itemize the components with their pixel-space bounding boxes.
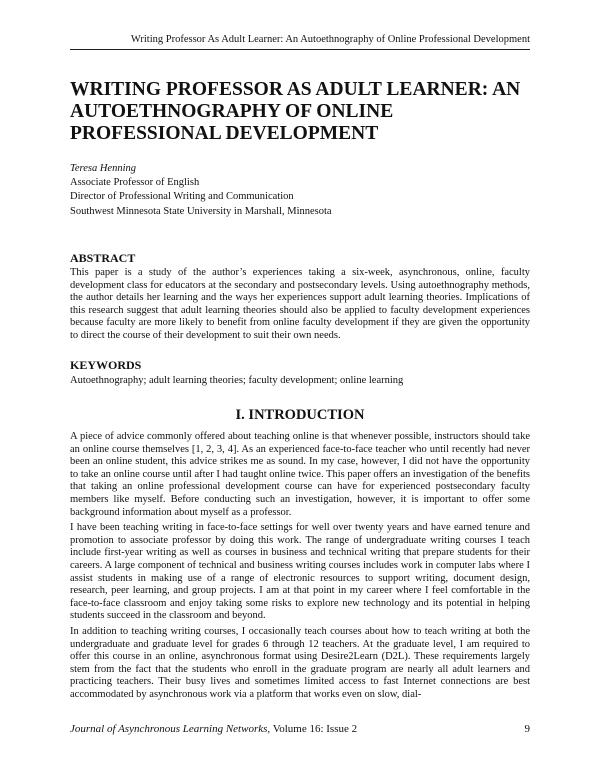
title-line-3: PROFESSIONAL DEVELOPMENT (70, 123, 379, 144)
footer-citation (70, 722, 357, 736)
introduction-paragraph-1: A piece of advice commonly offered about teaching online is that whenever possible, instructors should take an online course themselves [1, 2, 3, 4]. As an experienced face-to-face teacher who until recently had never been an online student, this advice strikes me as sound. In my case, however, I did not have the opportunity to take an online course until after I had taught online twice. This paper offers an investigation of the benefits that taking an online professional development course can have for experienced postsecondary faculty members like myself. Before conducting such an investigation, however, it is important to offer some background information about myself as a professor. (70, 431, 530, 518)
author-role: Director of Professional Writing and Communication (70, 191, 294, 203)
page-footer (70, 722, 530, 736)
page-number: 9 (524, 723, 530, 735)
footer-journal: Journal of Asynchronous Learning Networks, (70, 723, 271, 735)
title-line-1: WRITING PROFESSOR AS ADULT LEARNER: AN (70, 79, 521, 100)
introduction-paragraph-2: I have been teaching writing in face-to-face settings for well over twenty years and have earned tenure and promotion to associate professor by doing this work. The range of undergraduate writing courses I teach include first-year writing as well as courses in business and technical writing that prepare students for their careers. A large component of technical and business writing courses includes work in computer labs where I assist students in making use of a range of electronic resources to support writing, document design, research, peer learning, and group projects. I am at that point in my career where I feel comfortable in the face-to-face classroom and enjoy taking some risks to explore new technology and its potential in helping students succeed in the classroom and beyond. (70, 522, 530, 622)
introduction-heading: I. INTRODUCTION (235, 407, 365, 423)
keywords-text (70, 375, 530, 391)
introduction-body (70, 431, 530, 704)
running-head: Writing Professor As Adult Learner: An Autoethnography of Online Professional Development (130, 34, 530, 45)
title-line-2: AUTOETHNOGRAPHY OF ONLINE (70, 101, 394, 122)
author-title: Associate Professor of English (70, 177, 200, 189)
keywords-heading: KEYWORDS (70, 358, 142, 372)
author-block (70, 162, 332, 219)
author-institution: Southwest Minnesota State University in Marshall, Minnesota (70, 205, 332, 217)
abstract-text (70, 267, 530, 346)
author-name: Teresa Henning (70, 163, 137, 174)
footer-issue: Volume 16: Issue 2 (270, 723, 358, 735)
abstract-heading: ABSTRACT (70, 251, 136, 265)
keywords-list: Autoethnography; adult learning theories; faculty development; online learning (70, 375, 404, 386)
header-rule (70, 49, 530, 50)
paper-title (70, 79, 540, 145)
introduction-paragraph-3: In addition to teaching writing courses, I occasionally teach courses about how to teach writing at both the undergraduate and graduate level for grades 6 through 12 teachers. At the graduate level, I am required to offer this course in an online, asynchronous format using Desire2Learn (D2L). These requirements largely stem from the fact that the students who enroll in the graduate program are nearly all adult learners and practicing teachers. Their busy lives and sometimes limited access to fast Internet connections are best accommodated by asynchronous work via a platform that works even on slow, dial- (70, 625, 530, 700)
abstract-paragraph: This paper is a study of the author’s experiences taking a six-week, asynchronous, online, faculty development class for educators at the secondary and postsecondary levels. Using autoethnography methods, the author details her learning and the ways her experiences support adult learning theories. Implications of this research suggest that adult learning theories should also be applied to faculty development experiences because faculty are more likely to benefit from online faculty development if they are given the opportunity to direct the course of their development to suit their own needs. (70, 267, 530, 341)
